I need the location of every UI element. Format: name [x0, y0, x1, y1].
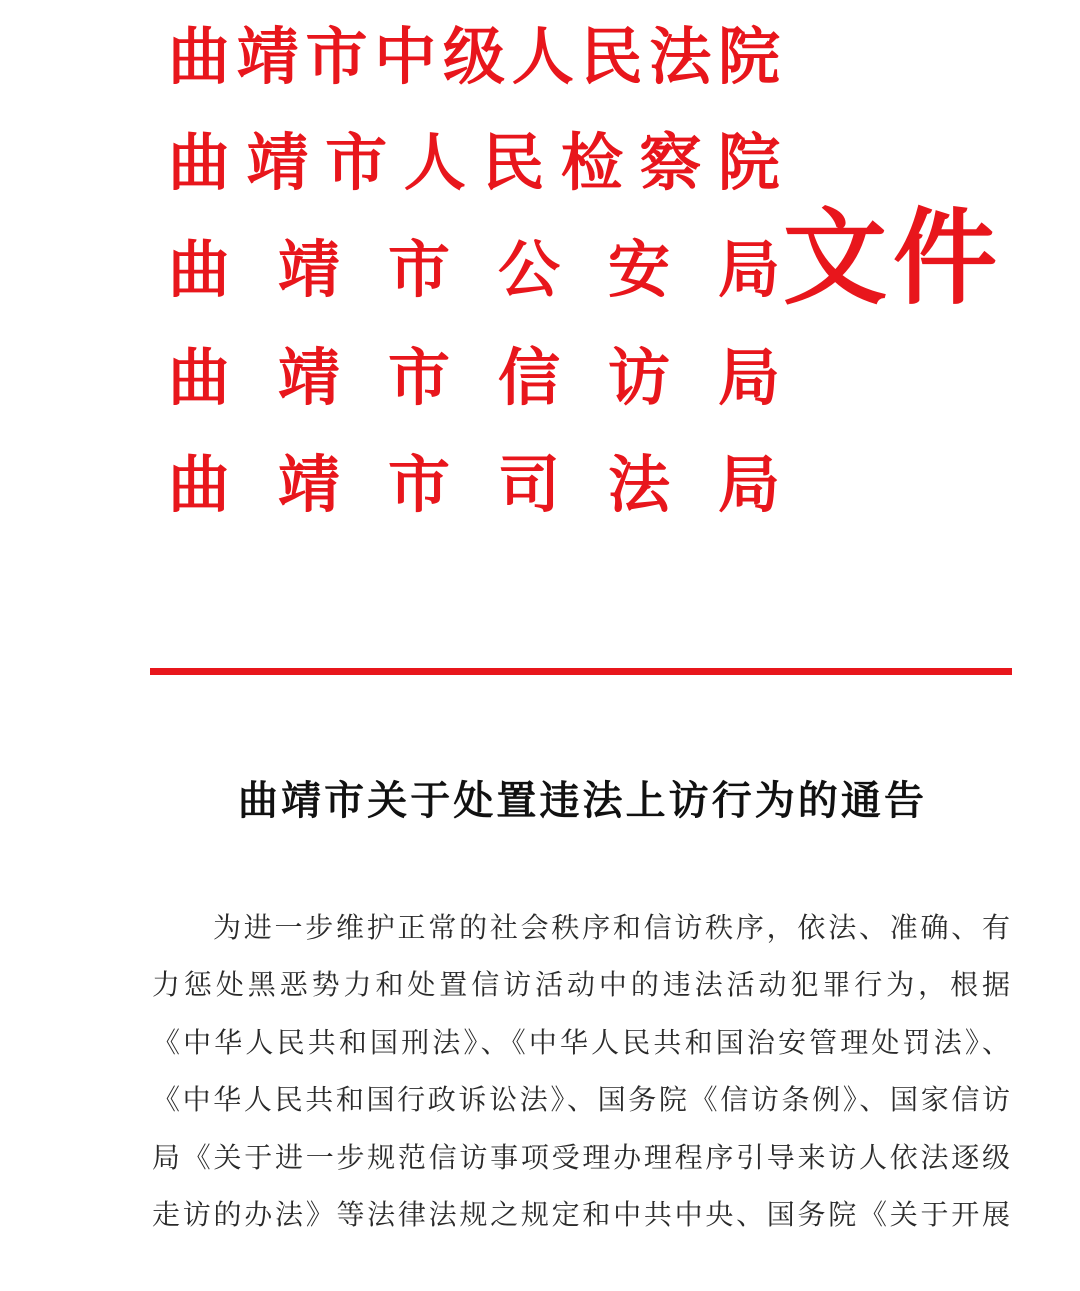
issuer-justice-bureau: 曲靖市司法局: [168, 449, 780, 521]
notice-title: 曲靖市关于处置违法上访行为的通告: [238, 777, 924, 824]
body-line: 走访的办法》等法律法规之规定和中共中央、国务院《关于开展: [152, 1198, 1010, 1231]
body-line: 《中华人民共和国刑法》、《中华人民共和国治安管理处罚法》、: [152, 1026, 1010, 1059]
document-suffix: 文件: [783, 196, 997, 319]
body-line: 力惩处黑恶势力和处置信访活动中的违法活动犯罪行为，根据: [152, 968, 1010, 1001]
issuer-petition-bureau: 曲靖市信访局: [168, 342, 780, 414]
issuer-public-security-bureau: 曲靖市公安局: [168, 234, 780, 306]
issuer-procuratorate: 曲靖市人民检察院: [168, 127, 780, 199]
body-line: 《中华人民共和国行政诉讼法》、国务院《信访条例》、国家信访: [152, 1083, 1010, 1116]
red-separator-line: [150, 668, 1012, 675]
issuer-intermediate-court: 曲靖市中级人民法院: [168, 21, 780, 93]
body-line: 为进一步维护正常的社会秩序和信访秩序，依法、准确、有: [213, 911, 1010, 944]
body-line: 局《关于进一步规范信访事项受理办理程序引导来访人依法逐级: [152, 1141, 1010, 1174]
